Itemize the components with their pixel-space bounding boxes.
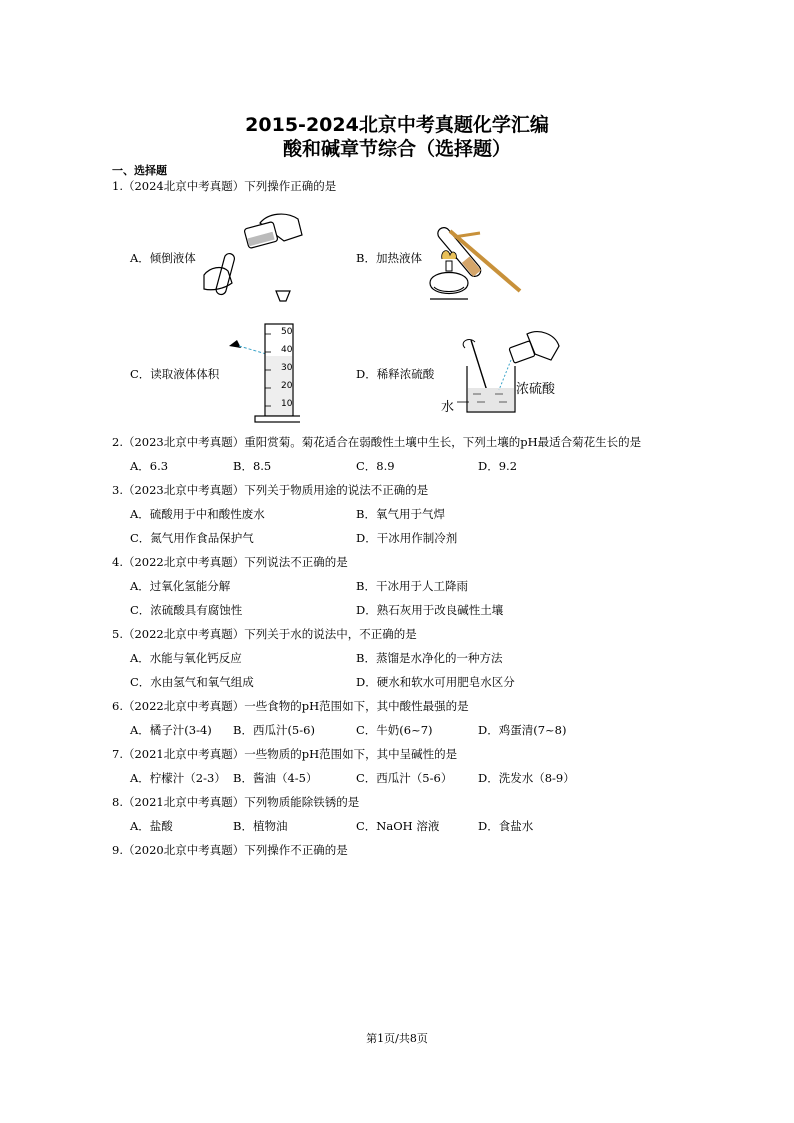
section-title: 一、选择题 — [112, 164, 167, 177]
q3-option-c: C．氮气用作食品保护气 — [130, 531, 254, 545]
q5-option-d: D．硬水和软水可用肥皂水区分 — [356, 675, 515, 689]
question-9-stem: 9.（2020北京中考真题）下列操作不正确的是 — [112, 843, 348, 857]
page-footer: 第1页/共8页 — [366, 1032, 428, 1045]
question-1-stem: 1.（2024北京中考真题）下列操作正确的是 — [112, 179, 337, 193]
q3-option-a: A．硫酸用于中和酸性废水 — [130, 507, 265, 521]
cylinder-tick-50: 50 — [281, 327, 293, 337]
q5-option-b: B．蒸馏是水净化的一种方法 — [356, 651, 503, 665]
q6-option-a: A．橘子汁(3-4) — [130, 723, 212, 737]
q5-option-a: A．水能与氧化钙反应 — [130, 651, 242, 665]
q4-option-c: C．浓硫酸具有腐蚀性 — [130, 603, 243, 617]
q4-option-d: D．熟石灰用于改良碱性土壤 — [356, 603, 504, 617]
q1-option-a: A．倾倒液体 — [130, 251, 196, 265]
question-8-stem: 8.（2021北京中考真题）下列物质能除铁锈的是 — [112, 795, 360, 809]
q8-option-a: A．盐酸 — [130, 819, 173, 833]
q6-option-d: D．鸡蛋清(7~8) — [478, 723, 567, 737]
q5-option-c: C．水由氢气和氧气组成 — [130, 675, 254, 689]
cylinder-tick-10: 10 — [281, 399, 293, 409]
q1-option-b: B．加热液体 — [356, 251, 422, 265]
q7-option-c: C．西瓜汁（5-6） — [356, 771, 453, 785]
question-5-stem: 5.（2022北京中考真题）下列关于水的说法中，不正确的是 — [112, 627, 417, 641]
q2-option-c: C．8.9 — [356, 459, 395, 473]
q1-option-d: D．稀释浓硫酸 — [356, 367, 435, 381]
figure-diluting-acid — [455, 330, 565, 420]
q2-option-d: D．9.2 — [478, 459, 518, 473]
question-7-stem: 7.（2021北京中考真题）一些物质的pH范围如下，其中呈碱性的是 — [112, 747, 458, 761]
cylinder-tick-20: 20 — [281, 381, 293, 391]
label-water: 水 — [441, 400, 455, 415]
page-title-line1: 2015-2024北京中考真题化学汇编 — [245, 114, 549, 136]
q8-option-b: B．植物油 — [233, 819, 288, 833]
q2-option-a: A．6.3 — [130, 459, 169, 473]
q4-option-b: B．干冰用于人工降雨 — [356, 579, 468, 593]
q6-option-c: C．牛奶(6~7) — [356, 723, 433, 737]
q7-option-a: A．柠檬汁（2-3） — [130, 771, 226, 785]
q1-option-c: C．读取液体体积 — [130, 367, 220, 381]
question-6-stem: 6.（2022北京中考真题）一些食物的pH范围如下，其中酸性最强的是 — [112, 699, 469, 713]
q8-option-c: C．NaOH 溶液 — [356, 819, 440, 833]
q7-option-d: D．洗发水（8-9） — [478, 771, 575, 785]
q3-option-d: D．干冰用作制冷剂 — [356, 531, 458, 545]
q8-option-d: D．食盐水 — [478, 819, 534, 833]
q7-option-b: B．酱油（4-5） — [233, 771, 318, 785]
label-conc-acid: 浓硫酸 — [516, 382, 556, 397]
question-3-stem: 3.（2023北京中考真题）下列关于物质用途的说法不正确的是 — [112, 483, 429, 497]
q4-option-a: A．过氧化氢能分解 — [130, 579, 231, 593]
page-title-line2: 酸和碱章节综合（选择题） — [282, 138, 511, 160]
cylinder-tick-40: 40 — [281, 345, 293, 355]
q6-option-b: B．西瓜汁(5-6) — [233, 723, 315, 737]
question-4-stem: 4.（2022北京中考真题）下列说法不正确的是 — [112, 555, 348, 569]
cylinder-tick-30: 30 — [281, 363, 293, 373]
question-2-stem: 2.（2023北京中考真题）重阳赏菊。菊花适合在弱酸性土壤中生长，下列土壤的pH最适合菊花生长的是 — [112, 435, 642, 449]
figure-pouring-liquid — [198, 205, 308, 305]
q3-option-b: B．氧气用于气焊 — [356, 507, 445, 521]
q2-option-b: B．8.5 — [233, 459, 272, 473]
figure-heating-liquid — [420, 203, 530, 308]
